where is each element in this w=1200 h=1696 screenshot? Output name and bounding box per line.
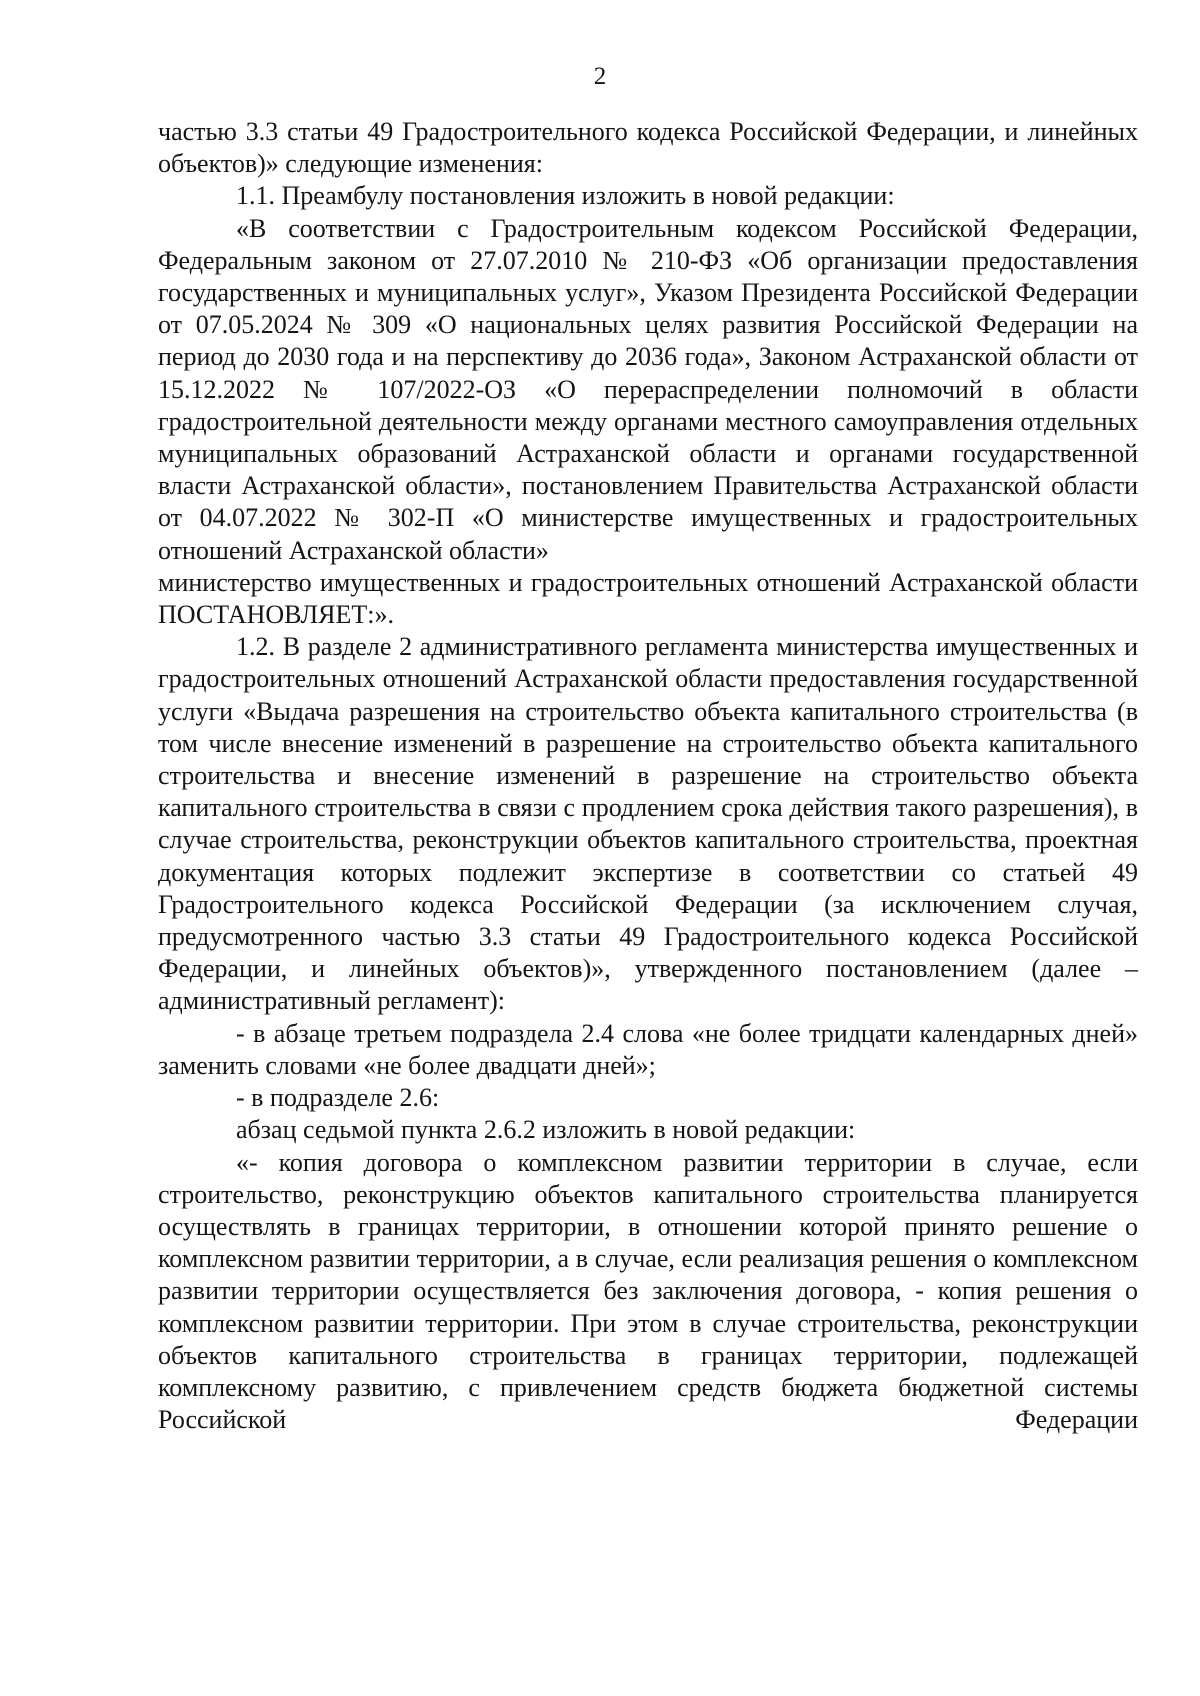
paragraph-intro: частью 3.3 статьи 49 Градостроительного кодекса Российской Федерации, и линейных объектов)» следующие изменения: [158,117,1138,179]
paragraph-ministry-resolves: министерство имущественных и градостроительных отношений Астраханской области ПОСТАНОВЛЯЕТ:». [158,567,1138,630]
paragraph-subsection-2-6: - в подразделе 2.6: [236,1083,440,1113]
paragraph-1-2: 1.2. В разделе 2 административного регламента министерства имущественных и градостроительных отношений Астраханской области предоставления государственной услуги «Выдача разрешения на строительство объекта капитального строительства (в том числе внесение изменений в разрешение на строительство объекта капитального строительства и внесение изменений в разрешение на строительство объекта капитального строительства в связи с продлением срока действия такого разрешения), в случае строительства, реконструкции объектов капитального строительства, проектная документация которых подлежит экспертизе в соответствии со статьей 49 Градостроительного кодекса Российской Федерации (за исключением случая, предусмотренного частью 3.3 статьи 49 Градостроительного кодекса Российской Федерации, и линейных объектов)», утвержденного постановлением (далее – административный регламент): [158,632,1138,1016]
paragraph-1-1: 1.1. Преамбулу постановления изложить в новой редакции: [236,181,895,211]
paragraph-preamble: «В соответствии с Градостроительным кодексом Российской Федерации, Федеральным законом от 27.07.2010 № 210-ФЗ «Об организации предоставления государственных и муниципальных услуг», Указом Президента Российской Федерации от 07.05.2024 № 309 «О национальных целях развития Российской Федерации на период до 2030 года и на перспективу до 2036 года», Законом Астраханской области от 15.12.2022 № 107/2022-ОЗ «О перераспределении полномочий в области градостроительной деятельности между органами местного самоуправления отдельных муниципальных образований Астраханской области и органами государственной власти Астраханской области», постановлением Правительства Астраханской области от 04.07.2022 № 302-П «О министерстве имущественных и градостроительных отношений Астраханской области» [158,213,1138,565]
page-number: 2 [593,63,607,90]
paragraph-subsection-2-4: - в абзаце третьем подраздела 2.4 слова «не более тридцати календарных дней» заменить словами «не более двадцати дней»; [158,1018,1138,1080]
paragraph-contract-copy: «- копия договора о комплексном развитии территории в случае, если строительство, реконструкцию объектов капитального строительства планируется осуществлять в границах территории, в отношении которой принято решение о комплексном развитии территории, а в случае, если реализация решения о комплексном развитии территории осуществляется без заключения договора, - копия решения о комплексном развитии территории. При этом в случае строительства, реконструкции объектов капитального строительства в границах территории, подлежащей комплексному развитию, с привлечением средств бюджета бюджетной системы Российской Федерации [158,1147,1138,1435]
paragraph-item-2-6-2: абзац седьмой пункта 2.6.2 изложить в новой редакции: [236,1115,856,1145]
document-body [158,116,1138,1436]
